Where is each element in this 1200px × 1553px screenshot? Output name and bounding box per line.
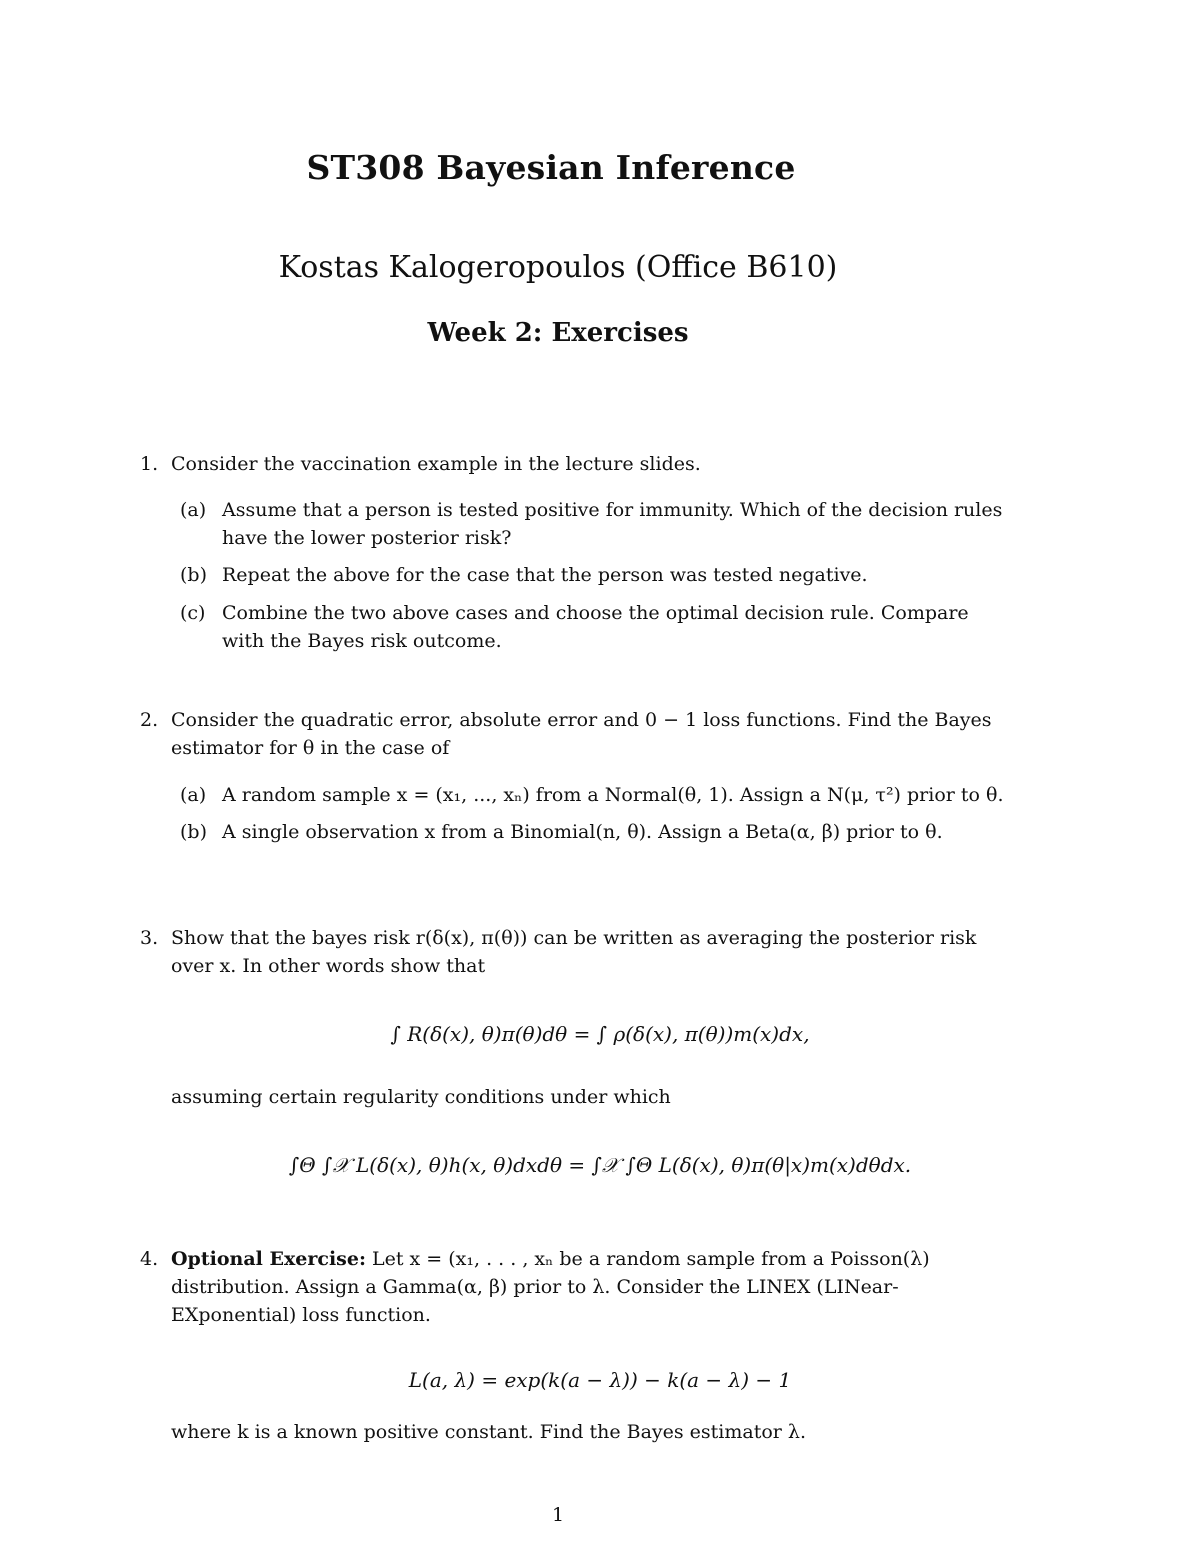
- subquestion-text: A single observation x from a Binomial(n, θ). Assign a Beta(α, β) prior to θ.: [222, 821, 943, 843]
- document-title: ST308 Bayesian Inference: [306, 148, 796, 187]
- question-4-tail: [140, 1418, 1005, 1446]
- equation-2: ∫Θ ∫𝒳 L(δ(x), θ)h(x, θ)dxdθ = ∫𝒳 ∫Θ L(δ(x), θ)π(θ|x)m(x)dθdx.: [288, 1153, 912, 1177]
- page-number: 1: [551, 1504, 565, 1526]
- question-3-continuation: [140, 1083, 1005, 1111]
- subquestion-label: (a): [180, 499, 207, 521]
- question-4: [140, 1245, 1005, 1329]
- question-text: assuming certain regularity conditions under which: [171, 1086, 671, 1108]
- question-text: where k is a known positive constant. Find the Bayes estimator λ.: [171, 1421, 807, 1443]
- subquestion-a: [180, 496, 1005, 552]
- subquestion-b: [180, 561, 1005, 589]
- question-1: [140, 450, 1005, 655]
- question-text: Consider the vaccination example in the lecture slides.: [171, 453, 701, 475]
- subquestion-text: Assume that a person is tested positive for immunity. Which of the decision rules have the lower posterior risk?: [222, 499, 1003, 549]
- subquestion-b: [180, 818, 1005, 846]
- subquestion-label: (a): [180, 784, 207, 806]
- question-number: 2.: [140, 709, 159, 731]
- subquestion-text: A random sample x = (x₁, ..., xₙ) from a Normal(θ, 1). Assign a N(μ, τ²) prior to θ.: [222, 784, 1004, 806]
- question-2: [140, 706, 1005, 846]
- question-text: Show that the bayes risk r(δ(x), π(θ)) can be written as averaging the posterior risk over x. In other words show that: [171, 927, 977, 977]
- question-body: Let x = (x₁, . . . , xₙ be a random sample from a Poisson(λ) distribution. Assign a Gamma(α, β) prior to λ. Consider the LINEX (LINear-EXponential) loss function.: [171, 1248, 930, 1326]
- subquestion-label: (b): [180, 564, 207, 586]
- equation-linex: L(a, λ) = exp(k(a − λ)) − k(a − λ) − 1: [408, 1368, 792, 1392]
- question-text: Consider the quadratic error, absolute error and 0 − 1 loss functions. Find the Bayes estimator for θ in the case of: [171, 709, 992, 759]
- equation-1: ∫ R(δ(x), θ)π(θ)dθ = ∫ ρ(δ(x), π(θ))m(x)dx,: [390, 1022, 810, 1046]
- question-3: [140, 924, 1005, 980]
- author-line: Kostas Kalogeropoulos (Office B610): [278, 250, 838, 285]
- subquestion-c: [180, 599, 1005, 655]
- subquestion-text: Combine the two above cases and choose the optimal decision rule. Compare with the Bayes risk outcome.: [222, 602, 969, 652]
- question-number: 3.: [140, 927, 159, 949]
- subquestion-label: (b): [180, 821, 207, 843]
- optional-label: Optional Exercise:: [171, 1248, 366, 1270]
- week-heading: Week 2: Exercises: [427, 318, 689, 348]
- subquestion-a: [180, 781, 1005, 809]
- question-number: 1.: [140, 453, 159, 475]
- subquestion-text: Repeat the above for the case that the person was tested negative.: [222, 564, 868, 586]
- question-text: [171, 1245, 1005, 1329]
- subquestion-label: (c): [180, 602, 206, 624]
- question-number: 4.: [140, 1248, 159, 1270]
